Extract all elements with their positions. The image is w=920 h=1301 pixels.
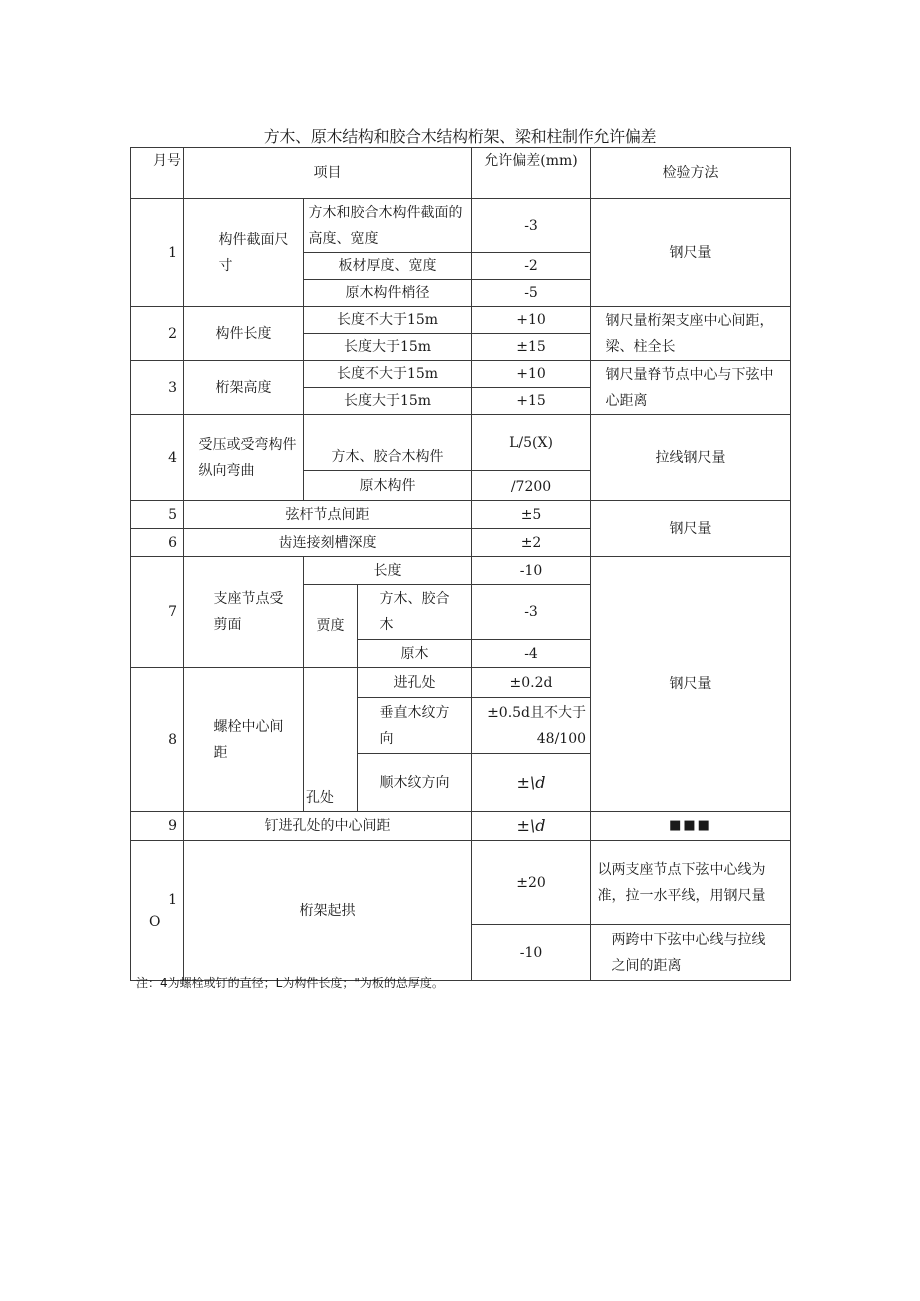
row-no: 4 xyxy=(131,415,184,501)
row-group: 构件截面尺寸 xyxy=(184,199,304,307)
table-row xyxy=(131,557,791,585)
row-tolerance: ±5 xyxy=(472,501,591,529)
row-tolerance: ±0.5d且不大于48/100 xyxy=(472,698,591,754)
row-no: 5 xyxy=(131,501,184,529)
table-row xyxy=(131,812,791,841)
row-tolerance: -5 xyxy=(472,280,591,307)
row-sub-group: 贾度 xyxy=(304,585,358,668)
row-method: 钢尺量脊节点中心与下弦中心距离 xyxy=(591,361,791,415)
header-item: 项目 xyxy=(184,148,472,199)
row-group: 受压或受弯构件纵向弯曲 xyxy=(184,415,304,501)
table-row xyxy=(131,415,791,471)
table-row xyxy=(131,361,791,388)
row-tolerance: -3 xyxy=(472,199,591,253)
row-tolerance: -10 xyxy=(472,557,591,585)
row-tolerance: -3 xyxy=(472,585,591,640)
row-tolerance: +10 xyxy=(472,307,591,334)
row-sub-group: 孔处 xyxy=(304,698,358,812)
row-group: 螺栓中心间距 xyxy=(184,668,304,812)
row-sub-item: 原木构件梢径 xyxy=(304,280,472,307)
row-method: 以两支座节点下弦中心线为准，拉一水平线，用钢尺量 xyxy=(591,841,791,925)
row-method: 钢尺量桁架支座中心间距，梁、柱全长 xyxy=(591,307,791,361)
tolerance-table xyxy=(130,147,791,981)
row-sub-item: 长度大于15m xyxy=(304,334,472,361)
row-tolerance: ±\d xyxy=(472,812,591,841)
table-row xyxy=(131,501,791,529)
table-row xyxy=(131,307,791,334)
row-item: 桁架起拱 xyxy=(184,841,472,981)
row-tolerance: ±15 xyxy=(472,334,591,361)
row-method: 拉线钢尺量 xyxy=(591,415,791,501)
row-no: 8 xyxy=(131,668,184,812)
row-tolerance: L/5(X) xyxy=(472,415,591,471)
row-no: 9 xyxy=(131,812,184,841)
row-sub-item: 方木和胶合木构件截面的高度、宽度 xyxy=(304,199,472,253)
row-no: 2 xyxy=(131,307,184,361)
row-tolerance: -10 xyxy=(472,925,591,981)
row-sub-item: 原木 xyxy=(358,640,472,668)
row-sub-item: 原木构件 xyxy=(304,471,472,501)
row-method: 钢尺量 xyxy=(591,199,791,307)
row-tolerance: ±0.2d xyxy=(472,668,591,698)
header-tolerance: 允许偏差(mm) xyxy=(472,148,591,199)
row-no: 3 xyxy=(131,361,184,415)
row-sub-item: 长度不大于15m xyxy=(304,307,472,334)
row-method: ■■■ xyxy=(591,812,791,841)
table-note: 注：4为螺栓或钉的直径；L为构件长度；"为板的总厚度。 xyxy=(136,976,444,990)
row-sub-item: 板材厚度、宽度 xyxy=(304,253,472,280)
row-sub-item: 垂直木纹方向 xyxy=(358,698,472,754)
row-tolerance: -4 xyxy=(472,640,591,668)
row-sub-item: 方木、胶合木构件 xyxy=(304,415,472,471)
row-sub-item: 长度 xyxy=(304,557,472,585)
row-sub-group-top xyxy=(304,668,358,698)
row-item: 弦杆节点间距 xyxy=(184,501,472,529)
row-item: 钉进孔处的中心间距 xyxy=(184,812,472,841)
row-no: 1 xyxy=(131,199,184,307)
row-tolerance: /7200 xyxy=(472,471,591,501)
row-no: 6 xyxy=(131,529,184,557)
row-sub-item: 进孔处 xyxy=(358,668,472,698)
row-tolerance: ±20 xyxy=(472,841,591,925)
row-tolerance: +10 xyxy=(472,361,591,388)
row-method: 两跨中下弦中心线与拉线之间的距离 xyxy=(591,925,791,981)
row-method: 钢尺量 xyxy=(591,557,791,812)
header-method: 检验方法 xyxy=(591,148,791,199)
row-item: 齿连接刻槽深度 xyxy=(184,529,472,557)
row-no: 1 O xyxy=(131,841,184,981)
table-row xyxy=(131,199,791,253)
row-method: 钢尺量 xyxy=(591,501,791,557)
table-row xyxy=(131,841,791,925)
row-sub-item: 顺木纹方向 xyxy=(358,754,472,812)
row-no: 7 xyxy=(131,557,184,668)
header-no: 月号 xyxy=(131,148,184,199)
row-group: 构件长度 xyxy=(184,307,304,361)
row-tolerance: ±\d xyxy=(472,754,591,812)
table-title: 方木、原木结构和胶合木结构桁架、梁和柱制作允许偏差 xyxy=(263,127,657,146)
row-sub-item: 方木、胶合木 xyxy=(358,585,472,640)
row-group: 桁架高度 xyxy=(184,361,304,415)
row-sub-item: 长度大于15m xyxy=(304,388,472,415)
row-tolerance: -2 xyxy=(472,253,591,280)
table-header-row xyxy=(131,148,791,199)
row-sub-item: 长度不大于15m xyxy=(304,361,472,388)
row-group: 支座节点受剪面 xyxy=(184,557,304,668)
row-tolerance: +15 xyxy=(472,388,591,415)
row-tolerance: ±2 xyxy=(472,529,591,557)
